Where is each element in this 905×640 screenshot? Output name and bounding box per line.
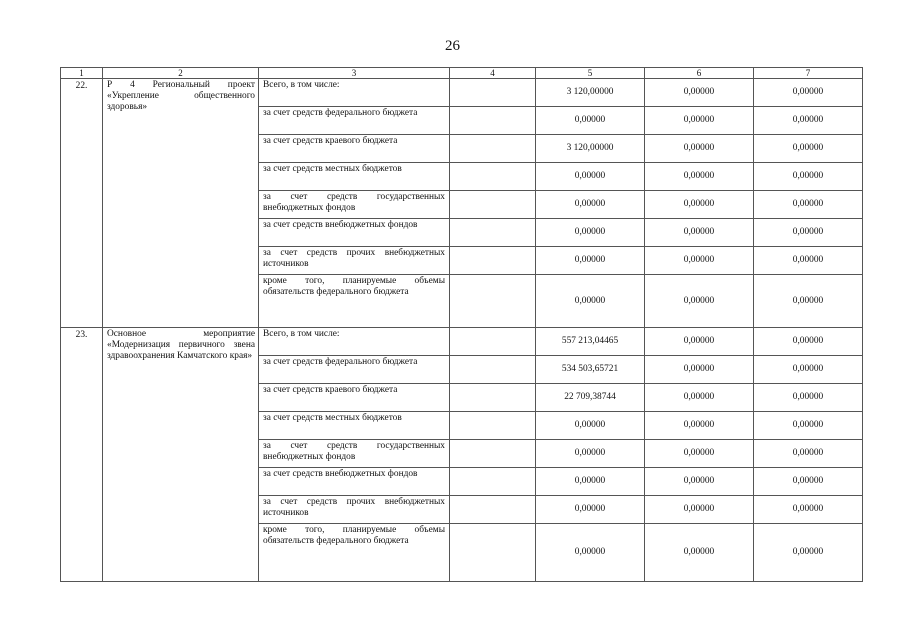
value-cell-col-5: 3 120,00000: [536, 79, 645, 107]
value-cell-col-7: 0,00000: [754, 247, 863, 275]
column-4-cell: [450, 524, 536, 582]
value-cell-col-7: 0,00000: [754, 328, 863, 356]
funding-source: за счет средств прочих внебюджетных источников: [259, 496, 450, 524]
column-4-cell: [450, 496, 536, 524]
funding-source: за счет средств внебюджетных фондов: [259, 468, 450, 496]
column-4-cell: [450, 247, 536, 275]
value-cell-col-6: 0,00000: [645, 247, 754, 275]
value-cell-col-6: 0,00000: [645, 412, 754, 440]
value-cell-col-5: 0,00000: [536, 468, 645, 496]
value-cell-col-5: 0,00000: [536, 275, 645, 328]
column-4-cell: [450, 440, 536, 468]
value-cell-col-7: 0,00000: [754, 412, 863, 440]
value-cell-col-5: 0,00000: [536, 163, 645, 191]
value-cell-col-6: 0,00000: [645, 440, 754, 468]
column-4-cell: [450, 384, 536, 412]
value-cell-col-7: 0,00000: [754, 356, 863, 384]
column-header-4: 4: [450, 68, 536, 79]
funding-source: Всего, в том числе:: [259, 79, 450, 107]
value-cell-col-7: 0,00000: [754, 468, 863, 496]
value-cell-col-6: 0,00000: [645, 384, 754, 412]
column-4-cell: [450, 412, 536, 440]
section-number: 23.: [61, 328, 103, 582]
value-cell-col-7: 0,00000: [754, 496, 863, 524]
value-cell-col-5: 0,00000: [536, 440, 645, 468]
column-4-cell: [450, 107, 536, 135]
column-4-cell: [450, 191, 536, 219]
value-cell-col-5: 0,00000: [536, 219, 645, 247]
section-title: Р 4 Региональный проект «Укрепление общественного здоровья»: [103, 79, 259, 328]
value-cell-col-6: 0,00000: [645, 163, 754, 191]
column-4-cell: [450, 328, 536, 356]
column-header-1: 1: [61, 68, 103, 79]
funding-source: кроме того, планируемые объемы обязательств федерального бюджета: [259, 275, 450, 328]
value-cell-col-6: 0,00000: [645, 275, 754, 328]
funding-source: за счет средств федерального бюджета: [259, 356, 450, 384]
funding-source: кроме того, планируемые объемы обязательств федерального бюджета: [259, 524, 450, 582]
value-cell-col-5: 557 213,04465: [536, 328, 645, 356]
value-cell-col-7: 0,00000: [754, 135, 863, 163]
value-cell-col-6: 0,00000: [645, 496, 754, 524]
value-cell-col-5: 3 120,00000: [536, 135, 645, 163]
column-4-cell: [450, 219, 536, 247]
value-cell-col-6: 0,00000: [645, 468, 754, 496]
funding-source: за счет средств государственных внебюджетных фондов: [259, 440, 450, 468]
page-number: 26: [445, 38, 460, 54]
value-cell-col-6: 0,00000: [645, 328, 754, 356]
value-cell-col-7: 0,00000: [754, 275, 863, 328]
value-cell-col-5: 0,00000: [536, 247, 645, 275]
funding-source: за счет средств государственных внебюджетных фондов: [259, 191, 450, 219]
funding-source: за счет средств краевого бюджета: [259, 384, 450, 412]
value-cell-col-7: 0,00000: [754, 163, 863, 191]
column-4-cell: [450, 135, 536, 163]
column-header-row: [61, 68, 863, 79]
budget-table: [60, 67, 863, 582]
value-cell-col-5: 0,00000: [536, 496, 645, 524]
value-cell-col-6: 0,00000: [645, 524, 754, 582]
value-cell-col-6: 0,00000: [645, 135, 754, 163]
column-header-5: 5: [536, 68, 645, 79]
value-cell-col-7: 0,00000: [754, 384, 863, 412]
value-cell-col-7: 0,00000: [754, 107, 863, 135]
value-cell-col-5: 0,00000: [536, 191, 645, 219]
funding-source: за счет средств местных бюджетов: [259, 412, 450, 440]
value-cell-col-6: 0,00000: [645, 356, 754, 384]
funding-source: за счет средств федерального бюджета: [259, 107, 450, 135]
value-cell-col-6: 0,00000: [645, 219, 754, 247]
column-header-7: 7: [754, 68, 863, 79]
column-header-6: 6: [645, 68, 754, 79]
column-header-3: 3: [259, 68, 450, 79]
value-cell-col-6: 0,00000: [645, 191, 754, 219]
column-4-cell: [450, 356, 536, 384]
column-4-cell: [450, 275, 536, 328]
value-cell-col-5: 0,00000: [536, 412, 645, 440]
table-body: [61, 79, 863, 582]
column-4-cell: [450, 163, 536, 191]
column-4-cell: [450, 468, 536, 496]
funding-source: за счет средств краевого бюджета: [259, 135, 450, 163]
section-number: 22.: [61, 79, 103, 328]
value-cell-col-6: 0,00000: [645, 79, 754, 107]
value-cell-col-5: 0,00000: [536, 107, 645, 135]
value-cell-col-6: 0,00000: [645, 107, 754, 135]
table-row: [61, 328, 863, 356]
value-cell-col-5: 22 709,38744: [536, 384, 645, 412]
column-header-2: 2: [103, 68, 259, 79]
value-cell-col-5: 534 503,65721: [536, 356, 645, 384]
value-cell-col-7: 0,00000: [754, 191, 863, 219]
column-4-cell: [450, 79, 536, 107]
table-row: [61, 79, 863, 107]
funding-source: Всего, в том числе:: [259, 328, 450, 356]
section-title: Основное мероприятие «Модернизация первичного звена здравоохранения Камчатского края»: [103, 328, 259, 582]
funding-source: за счет средств внебюджетных фондов: [259, 219, 450, 247]
value-cell-col-7: 0,00000: [754, 219, 863, 247]
value-cell-col-7: 0,00000: [754, 524, 863, 582]
value-cell-col-7: 0,00000: [754, 440, 863, 468]
value-cell-col-7: 0,00000: [754, 79, 863, 107]
value-cell-col-5: 0,00000: [536, 524, 645, 582]
funding-source: за счет средств прочих внебюджетных источников: [259, 247, 450, 275]
funding-source: за счет средств местных бюджетов: [259, 163, 450, 191]
